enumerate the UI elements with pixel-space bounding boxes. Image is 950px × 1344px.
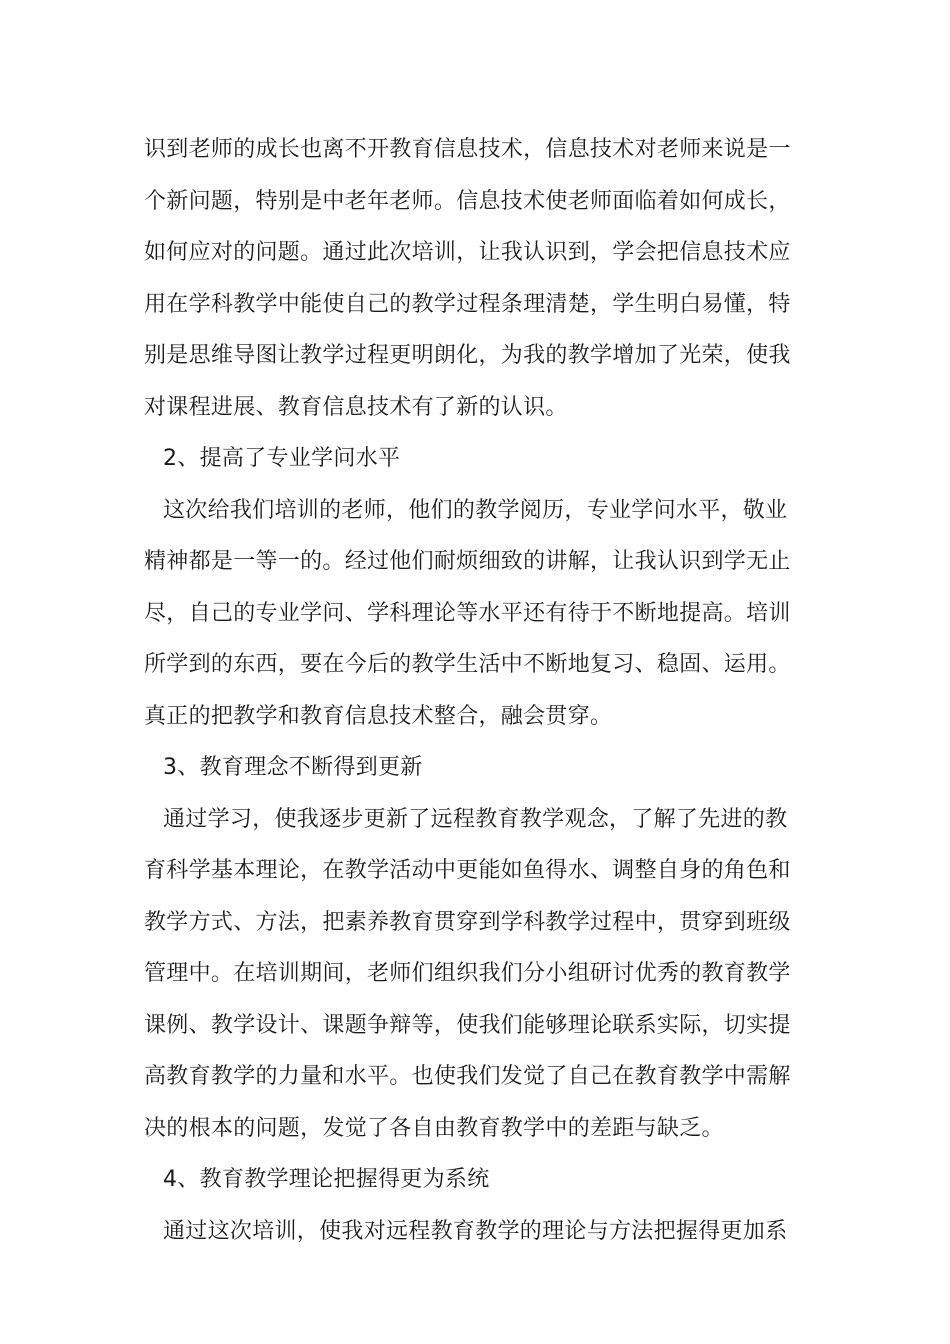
paragraph-line: 育科学基本理论，在教学活动中更能如鱼得水、调整自身的角色和 [144, 858, 791, 883]
section-heading: 4、教育教学理论把握得更为系统 [163, 1167, 490, 1192]
paragraph-line: 别是思维导图让教学过程更明朗化，为我的教学增加了光荣，使我 [144, 343, 791, 368]
paragraph-line: 用在学科教学中能使自己的教学过程条理清楚，学生明白易懂，特 [144, 292, 791, 317]
paragraph-line: 课例、教学设计、课题争辩等，使我们能够理论联系实际，切实提 [144, 1013, 791, 1038]
paragraph-line: 教学方式、方法，把素养教育贯穿到学科教学过程中，贯穿到班级 [144, 910, 791, 935]
paragraph-line: 个新问题，特别是中老年老师。信息技术使老师面临着如何成长， [144, 189, 791, 214]
paragraph-line: 如何应对的问题。通过此次培训，让我认识到，学会把信息技术应 [144, 240, 791, 265]
paragraph-line: 这次给我们培训的老师，他们的教学阅历，专业学问水平，敬业 [163, 498, 788, 523]
paragraph-line: 对课程进展、教育信息技术有了新的认识。 [144, 395, 568, 420]
paragraph-line: 精神都是一等一的。经过他们耐烦细致的讲解，让我认识到学无止 [144, 549, 791, 574]
section-heading: 3、教育理念不断得到更新 [163, 755, 423, 780]
paragraph-line: 识到老师的成长也离不开教育信息技术，信息技术对老师来说是一 [144, 137, 791, 162]
paragraph-line: 通过学习，使我逐步更新了远程教育教学观念，了解了先进的教 [163, 807, 788, 832]
paragraph-line: 高教育教学的力量和水平。也使我们发觉了自己在教育教学中需解 [144, 1064, 791, 1089]
paragraph-line: 决的根本的问题，发觉了各自由教育教学中的差距与缺乏。 [144, 1116, 724, 1141]
paragraph-line: 真正的把教学和教育信息技术整合，融会贯穿。 [144, 704, 613, 729]
section-heading: 2、提高了专业学问水平 [163, 446, 401, 471]
paragraph-line: 通过这次培训，使我对远程教育教学的理论与方法把握得更加系 [163, 1219, 788, 1244]
paragraph-line: 尽，自己的专业学问、学科理论等水平还有待于不断地提高。培训 [144, 601, 791, 626]
paragraph-line: 所学到的东西，要在今后的教学生活中不断地复习、稳固、运用。 [144, 652, 791, 677]
paragraph-line: 管理中。在培训期间，老师们组织我们分小组研讨优秀的教育教学 [144, 961, 791, 986]
